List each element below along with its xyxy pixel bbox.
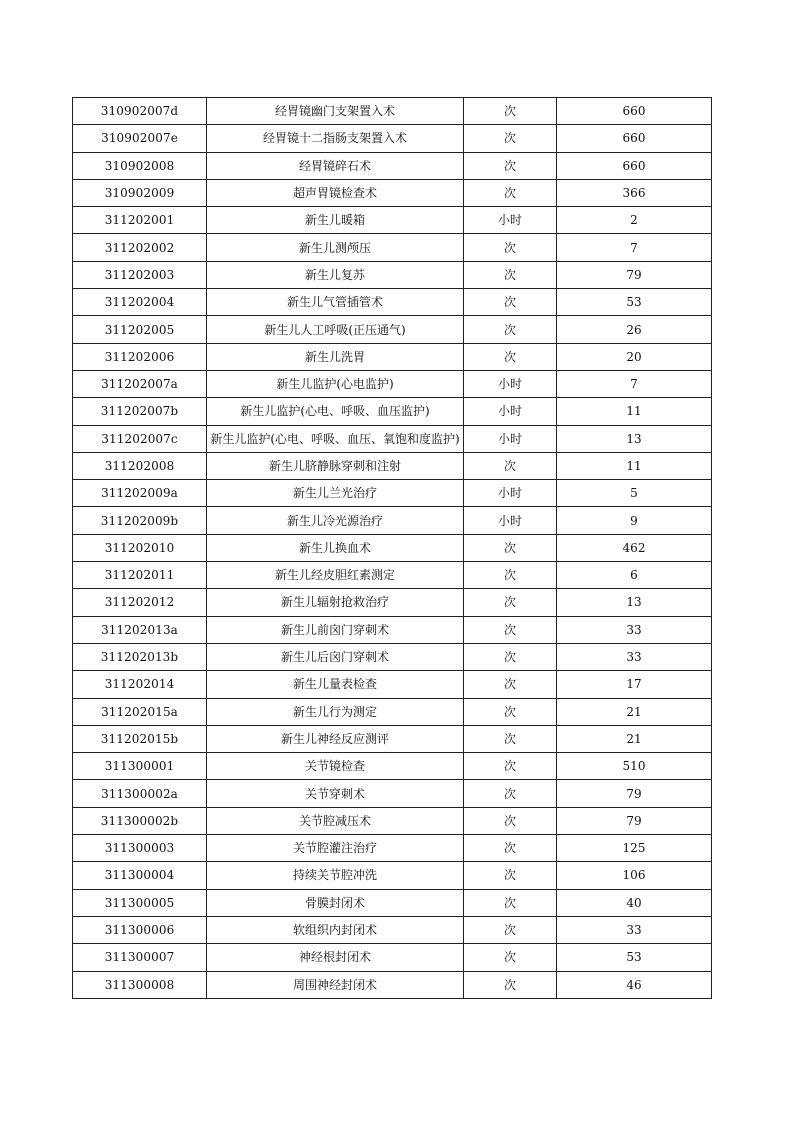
table-row xyxy=(73,289,712,316)
item-code-cell: 310902007e xyxy=(73,125,207,152)
unit-cell: 次 xyxy=(464,780,557,807)
item-name-cell: 骨膜封闭术 xyxy=(207,889,464,916)
table-row xyxy=(73,643,712,670)
table-row xyxy=(73,452,712,479)
item-name-cell: 新生儿行为测定 xyxy=(207,698,464,725)
table-row xyxy=(73,862,712,889)
item-name-cell: 经胃镜十二指肠支架置入术 xyxy=(207,125,464,152)
item-name-cell: 新生儿监护(心电监护) xyxy=(207,370,464,397)
unit-cell: 次 xyxy=(464,944,557,971)
unit-cell: 次 xyxy=(464,807,557,834)
item-code-cell: 311300006 xyxy=(73,916,207,943)
unit-cell: 次 xyxy=(464,179,557,206)
unit-cell: 次 xyxy=(464,343,557,370)
item-code-cell: 311202013a xyxy=(73,616,207,643)
item-code-cell: 311202009a xyxy=(73,480,207,507)
item-code-cell: 311202007a xyxy=(73,370,207,397)
unit-cell: 次 xyxy=(464,835,557,862)
table-row xyxy=(73,316,712,343)
table-row xyxy=(73,425,712,452)
item-name-cell: 周围神经封闭术 xyxy=(207,971,464,998)
table-row xyxy=(73,98,712,125)
unit-cell: 次 xyxy=(464,698,557,725)
table-row xyxy=(73,889,712,916)
table-row xyxy=(73,835,712,862)
unit-cell: 次 xyxy=(464,125,557,152)
unit-cell: 小时 xyxy=(464,425,557,452)
item-code-cell: 311202005 xyxy=(73,316,207,343)
item-code-cell: 310902008 xyxy=(73,152,207,179)
item-name-cell: 新生儿量表检查 xyxy=(207,671,464,698)
item-name-cell: 经胃镜幽门支架置入术 xyxy=(207,98,464,125)
item-name-cell: 新生儿暖箱 xyxy=(207,207,464,234)
item-name-cell: 新生儿监护(心电、呼吸、血压监护) xyxy=(207,398,464,425)
item-name-cell: 新生儿脐静脉穿刺和注射 xyxy=(207,452,464,479)
item-code-cell: 311202004 xyxy=(73,289,207,316)
unit-cell: 次 xyxy=(464,916,557,943)
unit-cell: 次 xyxy=(464,562,557,589)
table-row xyxy=(73,725,712,752)
unit-cell: 次 xyxy=(464,616,557,643)
table-row xyxy=(73,916,712,943)
table-row xyxy=(73,179,712,206)
table-row xyxy=(73,534,712,561)
item-code-cell: 311300005 xyxy=(73,889,207,916)
price-cell: 53 xyxy=(557,944,712,971)
price-cell: 21 xyxy=(557,725,712,752)
item-name-cell: 新生儿后囟门穿刺术 xyxy=(207,643,464,670)
price-cell: 660 xyxy=(557,152,712,179)
item-code-cell: 311300004 xyxy=(73,862,207,889)
unit-cell: 次 xyxy=(464,316,557,343)
fee-table xyxy=(72,97,712,999)
unit-cell: 次 xyxy=(464,725,557,752)
item-name-cell: 超声胃镜检查术 xyxy=(207,179,464,206)
price-cell: 11 xyxy=(557,398,712,425)
table-row xyxy=(73,370,712,397)
item-code-cell: 311300003 xyxy=(73,835,207,862)
unit-cell: 次 xyxy=(464,671,557,698)
price-cell: 510 xyxy=(557,753,712,780)
table-row xyxy=(73,971,712,998)
item-code-cell: 311202014 xyxy=(73,671,207,698)
table-row xyxy=(73,480,712,507)
item-code-cell: 311202015b xyxy=(73,725,207,752)
item-code-cell: 311202013b xyxy=(73,643,207,670)
item-code-cell: 311202001 xyxy=(73,207,207,234)
unit-cell: 小时 xyxy=(464,207,557,234)
table-row xyxy=(73,589,712,616)
table-row xyxy=(73,343,712,370)
unit-cell: 小时 xyxy=(464,507,557,534)
item-name-cell: 新生儿前囟门穿刺术 xyxy=(207,616,464,643)
item-code-cell: 311300002a xyxy=(73,780,207,807)
item-name-cell: 新生儿人工呼吸(正压通气) xyxy=(207,316,464,343)
unit-cell: 次 xyxy=(464,589,557,616)
unit-cell: 次 xyxy=(464,452,557,479)
item-name-cell: 关节穿刺术 xyxy=(207,780,464,807)
item-name-cell: 新生儿洗胃 xyxy=(207,343,464,370)
item-code-cell: 311300007 xyxy=(73,944,207,971)
price-cell: 366 xyxy=(557,179,712,206)
item-name-cell: 关节镜检查 xyxy=(207,753,464,780)
item-name-cell: 关节腔减压术 xyxy=(207,807,464,834)
item-code-cell: 311202015a xyxy=(73,698,207,725)
price-cell: 26 xyxy=(557,316,712,343)
table-row xyxy=(73,562,712,589)
price-cell: 660 xyxy=(557,125,712,152)
price-cell: 13 xyxy=(557,589,712,616)
item-code-cell: 310902009 xyxy=(73,179,207,206)
item-code-cell: 310902007d xyxy=(73,98,207,125)
item-name-cell: 新生儿复苏 xyxy=(207,261,464,288)
price-cell: 33 xyxy=(557,916,712,943)
price-cell: 7 xyxy=(557,370,712,397)
price-cell: 79 xyxy=(557,780,712,807)
item-code-cell: 311202002 xyxy=(73,234,207,261)
price-cell: 106 xyxy=(557,862,712,889)
item-name-cell: 神经根封闭术 xyxy=(207,944,464,971)
price-cell: 2 xyxy=(557,207,712,234)
table-row xyxy=(73,807,712,834)
item-code-cell: 311300002b xyxy=(73,807,207,834)
price-cell: 6 xyxy=(557,562,712,589)
table-row xyxy=(73,753,712,780)
table-row xyxy=(73,671,712,698)
price-cell: 13 xyxy=(557,425,712,452)
unit-cell: 小时 xyxy=(464,398,557,425)
table-row xyxy=(73,616,712,643)
unit-cell: 次 xyxy=(464,534,557,561)
item-code-cell: 311202011 xyxy=(73,562,207,589)
unit-cell: 次 xyxy=(464,643,557,670)
item-name-cell: 新生儿换血术 xyxy=(207,534,464,561)
item-name-cell: 持续关节腔冲洗 xyxy=(207,862,464,889)
item-name-cell: 新生儿气管插管术 xyxy=(207,289,464,316)
unit-cell: 次 xyxy=(464,889,557,916)
table-row xyxy=(73,698,712,725)
price-cell: 53 xyxy=(557,289,712,316)
table-row xyxy=(73,234,712,261)
price-cell: 20 xyxy=(557,343,712,370)
price-cell: 79 xyxy=(557,261,712,288)
price-cell: 17 xyxy=(557,671,712,698)
unit-cell: 次 xyxy=(464,862,557,889)
table-row xyxy=(73,207,712,234)
unit-cell: 小时 xyxy=(464,370,557,397)
price-cell: 462 xyxy=(557,534,712,561)
unit-cell: 次 xyxy=(464,261,557,288)
price-cell: 125 xyxy=(557,835,712,862)
price-cell: 21 xyxy=(557,698,712,725)
fee-table-body xyxy=(73,98,712,999)
price-cell: 46 xyxy=(557,971,712,998)
item-code-cell: 311202007b xyxy=(73,398,207,425)
table-row xyxy=(73,944,712,971)
item-code-cell: 311300008 xyxy=(73,971,207,998)
item-code-cell: 311202010 xyxy=(73,534,207,561)
table-row xyxy=(73,507,712,534)
price-cell: 33 xyxy=(557,643,712,670)
item-name-cell: 新生儿经皮胆红素测定 xyxy=(207,562,464,589)
table-row xyxy=(73,398,712,425)
item-name-cell: 新生儿冷光源治疗 xyxy=(207,507,464,534)
item-name-cell: 新生儿测颅压 xyxy=(207,234,464,261)
unit-cell: 小时 xyxy=(464,480,557,507)
table-row xyxy=(73,125,712,152)
table-row xyxy=(73,780,712,807)
unit-cell: 次 xyxy=(464,971,557,998)
item-code-cell: 311202012 xyxy=(73,589,207,616)
price-cell: 79 xyxy=(557,807,712,834)
table-row xyxy=(73,261,712,288)
price-cell: 40 xyxy=(557,889,712,916)
unit-cell: 次 xyxy=(464,289,557,316)
item-name-cell: 新生儿神经反应测评 xyxy=(207,725,464,752)
item-name-cell: 新生儿兰光治疗 xyxy=(207,480,464,507)
item-code-cell: 311202006 xyxy=(73,343,207,370)
item-code-cell: 311202003 xyxy=(73,261,207,288)
item-name-cell: 新生儿监护(心电、呼吸、血压、氧饱和度监护) xyxy=(207,425,464,452)
unit-cell: 次 xyxy=(464,152,557,179)
unit-cell: 次 xyxy=(464,98,557,125)
price-cell: 9 xyxy=(557,507,712,534)
unit-cell: 次 xyxy=(464,234,557,261)
price-cell: 5 xyxy=(557,480,712,507)
item-code-cell: 311202009b xyxy=(73,507,207,534)
price-cell: 11 xyxy=(557,452,712,479)
item-code-cell: 311202008 xyxy=(73,452,207,479)
item-code-cell: 311202007c xyxy=(73,425,207,452)
unit-cell: 次 xyxy=(464,753,557,780)
price-cell: 33 xyxy=(557,616,712,643)
item-name-cell: 新生儿辐射抢救治疗 xyxy=(207,589,464,616)
item-name-cell: 关节腔灌注治疗 xyxy=(207,835,464,862)
price-cell: 7 xyxy=(557,234,712,261)
item-name-cell: 经胃镜碎石术 xyxy=(207,152,464,179)
table-row xyxy=(73,152,712,179)
price-cell: 660 xyxy=(557,98,712,125)
item-name-cell: 软组织内封闭术 xyxy=(207,916,464,943)
item-code-cell: 311300001 xyxy=(73,753,207,780)
